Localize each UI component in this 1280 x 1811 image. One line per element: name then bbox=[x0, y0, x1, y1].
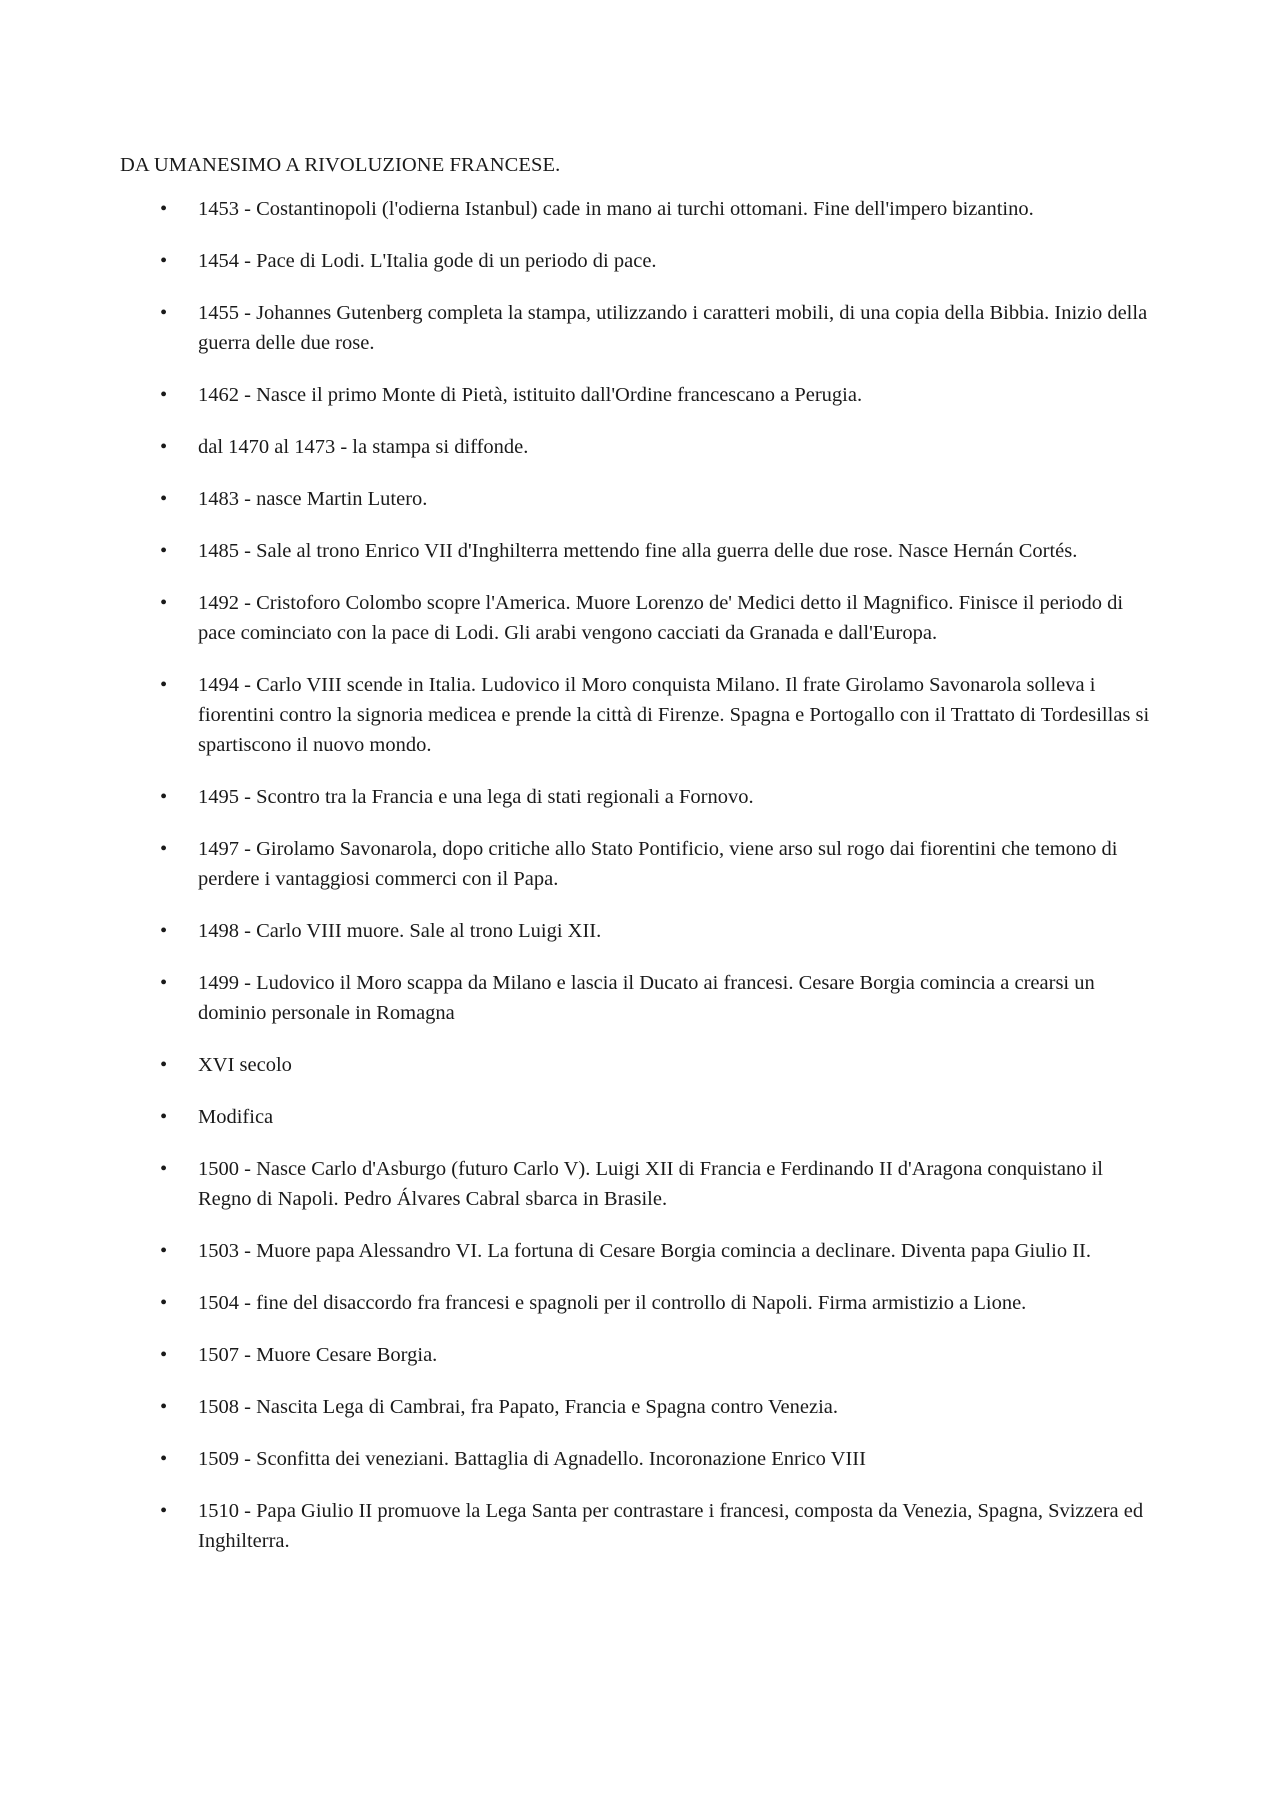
list-item-text: 1497 - Girolamo Savonarola, dopo critiche allo Stato Pontificio, viene arso sul rogo dai fiorentini che temono di perdere i vantaggiosi commerci con il Papa. bbox=[198, 838, 1118, 890]
list-item-text: 1508 - Nascita Lega di Cambrai, fra Papato, Francia e Spagna contro Venezia. bbox=[198, 1396, 839, 1418]
list-item bbox=[120, 782, 1160, 812]
list-item-text: 1494 - Carlo VIII scende in Italia. Ludovico il Moro conquista Milano. Il frate Girolamo Savonarola solleva i fiorentini contro la signoria medicea e prende la città di Firenze. Spagna e Portogallo con il Trattato di Tordesillas si spartiscono il nuovo mondo. bbox=[198, 674, 1150, 756]
list-item-text: 1492 - Cristoforo Colombo scopre l'America. Muore Lorenzo de' Medici detto il Magnifico. Finisce il periodo di pace cominciato con la pace di Lodi. Gli arabi vengono cacciati da Granada e dall'Europa. bbox=[198, 592, 1124, 644]
list-item bbox=[120, 1102, 1160, 1132]
bullet-icon: • bbox=[160, 1448, 168, 1470]
list-item bbox=[120, 588, 1160, 648]
list-item-text: 1498 - Carlo VIII muore. Sale al trono Luigi XII. bbox=[198, 920, 602, 942]
bullet-icon: • bbox=[160, 250, 168, 272]
list-item-text: 1503 - Muore papa Alessandro VI. La fortuna di Cesare Borgia comincia a declinare. Diventa papa Giulio II. bbox=[198, 1240, 1091, 1262]
list-item bbox=[120, 1496, 1160, 1556]
list-item bbox=[120, 1236, 1160, 1266]
list-item bbox=[120, 1444, 1160, 1474]
list-item bbox=[120, 834, 1160, 894]
list-item bbox=[120, 1392, 1160, 1422]
document-title: DA UMANESIMO A RIVOLUZIONE FRANCESE. bbox=[120, 154, 561, 176]
list-item-text: 1453 - Costantinopoli (l'odierna Istanbul) cade in mano ai turchi ottomani. Fine dell'impero bizantino. bbox=[198, 198, 1034, 220]
list-item-text: dal 1470 al 1473 - la stampa si diffonde. bbox=[198, 436, 529, 458]
list-item bbox=[120, 484, 1160, 514]
bullet-icon: • bbox=[160, 592, 168, 614]
list-item-text: 1507 - Muore Cesare Borgia. bbox=[198, 1344, 438, 1366]
bullet-icon: • bbox=[160, 786, 168, 808]
list-item bbox=[120, 432, 1160, 462]
list-item bbox=[120, 670, 1160, 760]
list-item-text: Modifica bbox=[198, 1106, 274, 1128]
list-item-text: XVI secolo bbox=[198, 1054, 292, 1076]
list-item bbox=[120, 1154, 1160, 1214]
bullet-icon: • bbox=[160, 674, 168, 696]
bullet-icon: • bbox=[160, 436, 168, 458]
list-item-text: 1500 - Nasce Carlo d'Asburgo (futuro Carlo V). Luigi XII di Francia e Ferdinando II d'Aragona conquistano il Regno di Napoli. Pedro Álvares Cabral sbarca in Brasile. bbox=[198, 1158, 1104, 1210]
bullet-icon: • bbox=[160, 920, 168, 942]
list-item-text: 1510 - Papa Giulio II promuove la Lega Santa per contrastare i francesi, composta da Venezia, Spagna, Svizzera ed Inghilterra. bbox=[198, 1500, 1144, 1552]
bullet-icon: • bbox=[160, 198, 168, 220]
list-item-text: 1483 - nasce Martin Lutero. bbox=[198, 488, 428, 510]
bullet-icon: • bbox=[160, 302, 168, 324]
list-item bbox=[120, 968, 1160, 1028]
list-item-text: 1499 - Ludovico il Moro scappa da Milano e lascia il Ducato ai francesi. Cesare Borgia comincia a crearsi un dominio personale in Romagna bbox=[198, 972, 1095, 1024]
list-item bbox=[120, 380, 1160, 410]
bullet-icon: • bbox=[160, 1240, 168, 1262]
list-item bbox=[120, 298, 1160, 358]
list-item bbox=[120, 1050, 1160, 1080]
list-item-text: 1504 - fine del disaccordo fra francesi e spagnoli per il controllo di Napoli. Firma armistizio a Lione. bbox=[198, 1292, 1027, 1314]
bullet-icon: • bbox=[160, 1500, 168, 1522]
bullet-icon: • bbox=[160, 1054, 168, 1076]
bullet-icon: • bbox=[160, 1292, 168, 1314]
list-item-text: 1485 - Sale al trono Enrico VII d'Inghilterra mettendo fine alla guerra delle due rose. Nasce Hernán Cortés. bbox=[198, 540, 1078, 562]
timeline-list bbox=[120, 194, 1160, 1556]
bullet-icon: • bbox=[160, 1344, 168, 1366]
bullet-icon: • bbox=[160, 1396, 168, 1418]
list-item-text: 1462 - Nasce il primo Monte di Pietà, istituito dall'Ordine francescano a Perugia. bbox=[198, 384, 863, 406]
bullet-icon: • bbox=[160, 1106, 168, 1128]
list-item bbox=[120, 246, 1160, 276]
list-item bbox=[120, 194, 1160, 224]
list-item bbox=[120, 1340, 1160, 1370]
bullet-icon: • bbox=[160, 1158, 168, 1180]
list-item-text: 1509 - Sconfitta dei veneziani. Battaglia di Agnadello. Incoronazione Enrico VIII bbox=[198, 1448, 866, 1470]
list-item bbox=[120, 916, 1160, 946]
bullet-icon: • bbox=[160, 540, 168, 562]
bullet-icon: • bbox=[160, 972, 168, 994]
bullet-icon: • bbox=[160, 838, 168, 860]
list-item bbox=[120, 1288, 1160, 1318]
list-item-text: 1455 - Johannes Gutenberg completa la stampa, utilizzando i caratteri mobili, di una copia della Bibbia. Inizio della guerra delle due rose. bbox=[198, 302, 1148, 354]
bullet-icon: • bbox=[160, 488, 168, 510]
list-item bbox=[120, 536, 1160, 566]
bullet-icon: • bbox=[160, 384, 168, 406]
list-item-text: 1495 - Scontro tra la Francia e una lega di stati regionali a Fornovo. bbox=[198, 786, 754, 808]
document-page bbox=[120, 150, 1160, 1578]
list-item-text: 1454 - Pace di Lodi. L'Italia gode di un periodo di pace. bbox=[198, 250, 657, 272]
